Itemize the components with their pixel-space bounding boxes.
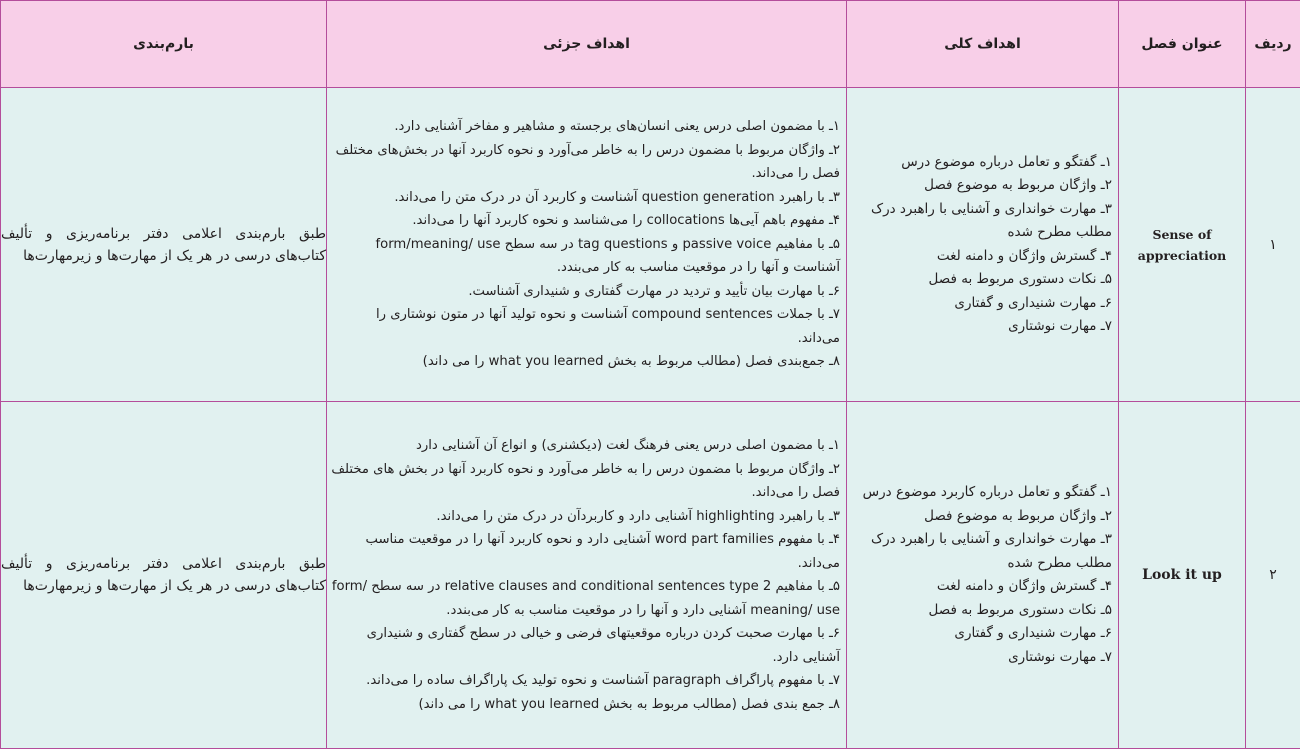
- specific-goals-cell: [327, 88, 847, 402]
- scoring-cell: طبق بارم‌بندی اعلامی دفتر برنامه‌ریزی و تألیف کتاب‌های درسی در هر یک از مهارت‌ها و زیرمهارت‌ها: [1, 88, 327, 402]
- general-goal-item: ۷ـ مهارت نوشتاری: [1008, 318, 1112, 335]
- specific-goal-item: ۸ـ جمع بندی فصل (مطالب مربوط به بخش what you learned را می داند): [418, 696, 840, 712]
- general-goals-cell: [847, 88, 1119, 402]
- general-goal-item: ۳ـ مهارت خوانداری و آشنایی با راهبرد درک مطلب مطرح شده: [871, 531, 1112, 571]
- general-goal-item: ۵ـ نکات دستوری مربوط به فصل: [928, 271, 1112, 288]
- header-row: [1, 1, 1300, 88]
- general-goal-item: ۱ـ گفتگو و تعامل درباره کاربرد موضوع درس: [862, 484, 1112, 501]
- row-number: ۲: [1246, 402, 1300, 749]
- header-row-number: ردیف: [1246, 1, 1300, 88]
- specific-goal-item: ۷ـ با جملات compound sentences آشناست و نحوه تولید آنها در متون نوشتاری را می‌داند.: [376, 307, 840, 346]
- header-chapter-title: عنوان فصل: [1119, 1, 1246, 88]
- general-goal-item: ۶ـ مهارت شنیداری و گفتاری: [954, 625, 1112, 642]
- specific-goal-item: ۴ـ با مفهوم word part families آشنایی دارد و نحوه کاربرد آنها را در موقعیت مناسب می‌داند.: [365, 532, 840, 571]
- header-general-goals: اهداف کلی: [847, 1, 1119, 88]
- specific-goals-cell: [327, 402, 847, 749]
- specific-goal-item: ۱ـ با مضمون اصلی درس یعنی فرهنگ لغت (دیکشنری) و انواع آن آشنایی دارد: [416, 438, 840, 454]
- specific-goal-item: ۶ـ با مهارت صحبت کردن درباره موقعیتهای فرضی و خیالی در سطح گفتاری و شنیداری آشنایی دارد.: [366, 626, 840, 665]
- table-row: [1, 88, 1300, 402]
- table-row: [1, 402, 1300, 749]
- chapter-title: Look it up: [1119, 402, 1246, 749]
- specific-goal-item: ۱ـ با مضمون اصلی درس یعنی انسان‌های برجسته و مشاهیر و مفاخر آشنایی دارد.: [394, 119, 840, 135]
- specific-goal-item: ۵ـ با مفاهیم passive voice و tag questions در سه سطح form/meaning/ use آشناست و آنها را در موقعیت مناسب به کار می‌بندد.: [375, 236, 840, 276]
- row-number: ۱: [1246, 88, 1300, 402]
- general-goal-item: ۵ـ نکات دستوری مربوط به فصل: [928, 601, 1112, 618]
- general-goals-cell: [847, 402, 1119, 749]
- general-goal-item: ۷ـ مهارت نوشتاری: [1008, 648, 1112, 665]
- general-goal-item: ۳ـ مهارت خوانداری و آشنایی با راهبرد درک مطلب مطرح شده: [871, 200, 1112, 241]
- specific-goal-item: ۴ـ مفهوم باهم آیی‌ها collocations را می‌شناسد و نحوه کاربرد آنها را می‌داند.: [412, 213, 840, 229]
- general-goal-item: ۲ـ واژگان مربوط به موضوع فصل: [924, 177, 1112, 194]
- specific-goal-item: ۳ـ با راهبرد highlighting آشنایی دارد و کاربردآن در درک متن را می‌داند.: [436, 508, 840, 524]
- general-goal-item: ۶ـ مهارت شنیداری و گفتاری: [954, 294, 1112, 311]
- chapter-title: Sense of appreciation: [1119, 88, 1246, 402]
- general-goal-item: ۴ـ گسترش واژگان و دامنه لغت: [936, 247, 1112, 264]
- specific-goal-item: ۳ـ با راهبرد question generation آشناست و کاربرد آن در درک متن را می‌داند.: [394, 189, 840, 205]
- general-goal-item: ۲ـ واژگان مربوط به موضوع فصل: [924, 507, 1112, 524]
- header-specific-goals: اهداف جزئی: [327, 1, 847, 88]
- header-scoring: بارم‌بندی: [1, 1, 327, 88]
- specific-goal-item: ۸ـ جمع‌بندی فصل (مطالب مربوط به بخش what you learned را می داند): [422, 354, 840, 370]
- specific-goal-item: ۶ـ با مهارت بیان تأیید و تردید در مهارت گفتاری و شنیداری آشناست.: [468, 283, 840, 299]
- scoring-cell: طبق بارم‌بندی اعلامی دفتر برنامه‌ریزی و تألیف کتاب‌های درسی در هر یک از مهارت‌ها و زیرمهارت‌ها: [1, 402, 327, 749]
- specific-goal-item: ۷ـ با مفهوم پاراگراف paragraph آشناست و نحوه تولید یک پاراگراف ساده را می‌داند.: [366, 673, 840, 689]
- specific-goal-item: ۵ـ با مفاهیم relative clauses and conditional sentences type 2 در سه سطح form/ meaning/ use آشنایی دارد و آنها را در موقعیت مناسب به کار می‌بندد.: [331, 579, 840, 618]
- general-goal-item: ۴ـ گسترش واژگان و دامنه لغت: [936, 578, 1112, 595]
- general-goal-item: ۱ـ گفتگو و تعامل درباره موضوع درس: [901, 153, 1112, 170]
- specific-goal-item: ۲ـ واژگان مربوط با مضمون درس را به خاطر می‌آورد و نحوه کاربرد آنها در بخش های مختلف فصل را می‌داند.: [331, 461, 840, 501]
- specific-goal-item: ۲ـ واژگان مربوط با مضمون درس را به خاطر می‌آورد و نحوه کاربرد آنها در بخش‌های مختلف فصل را می‌داند.: [335, 142, 840, 182]
